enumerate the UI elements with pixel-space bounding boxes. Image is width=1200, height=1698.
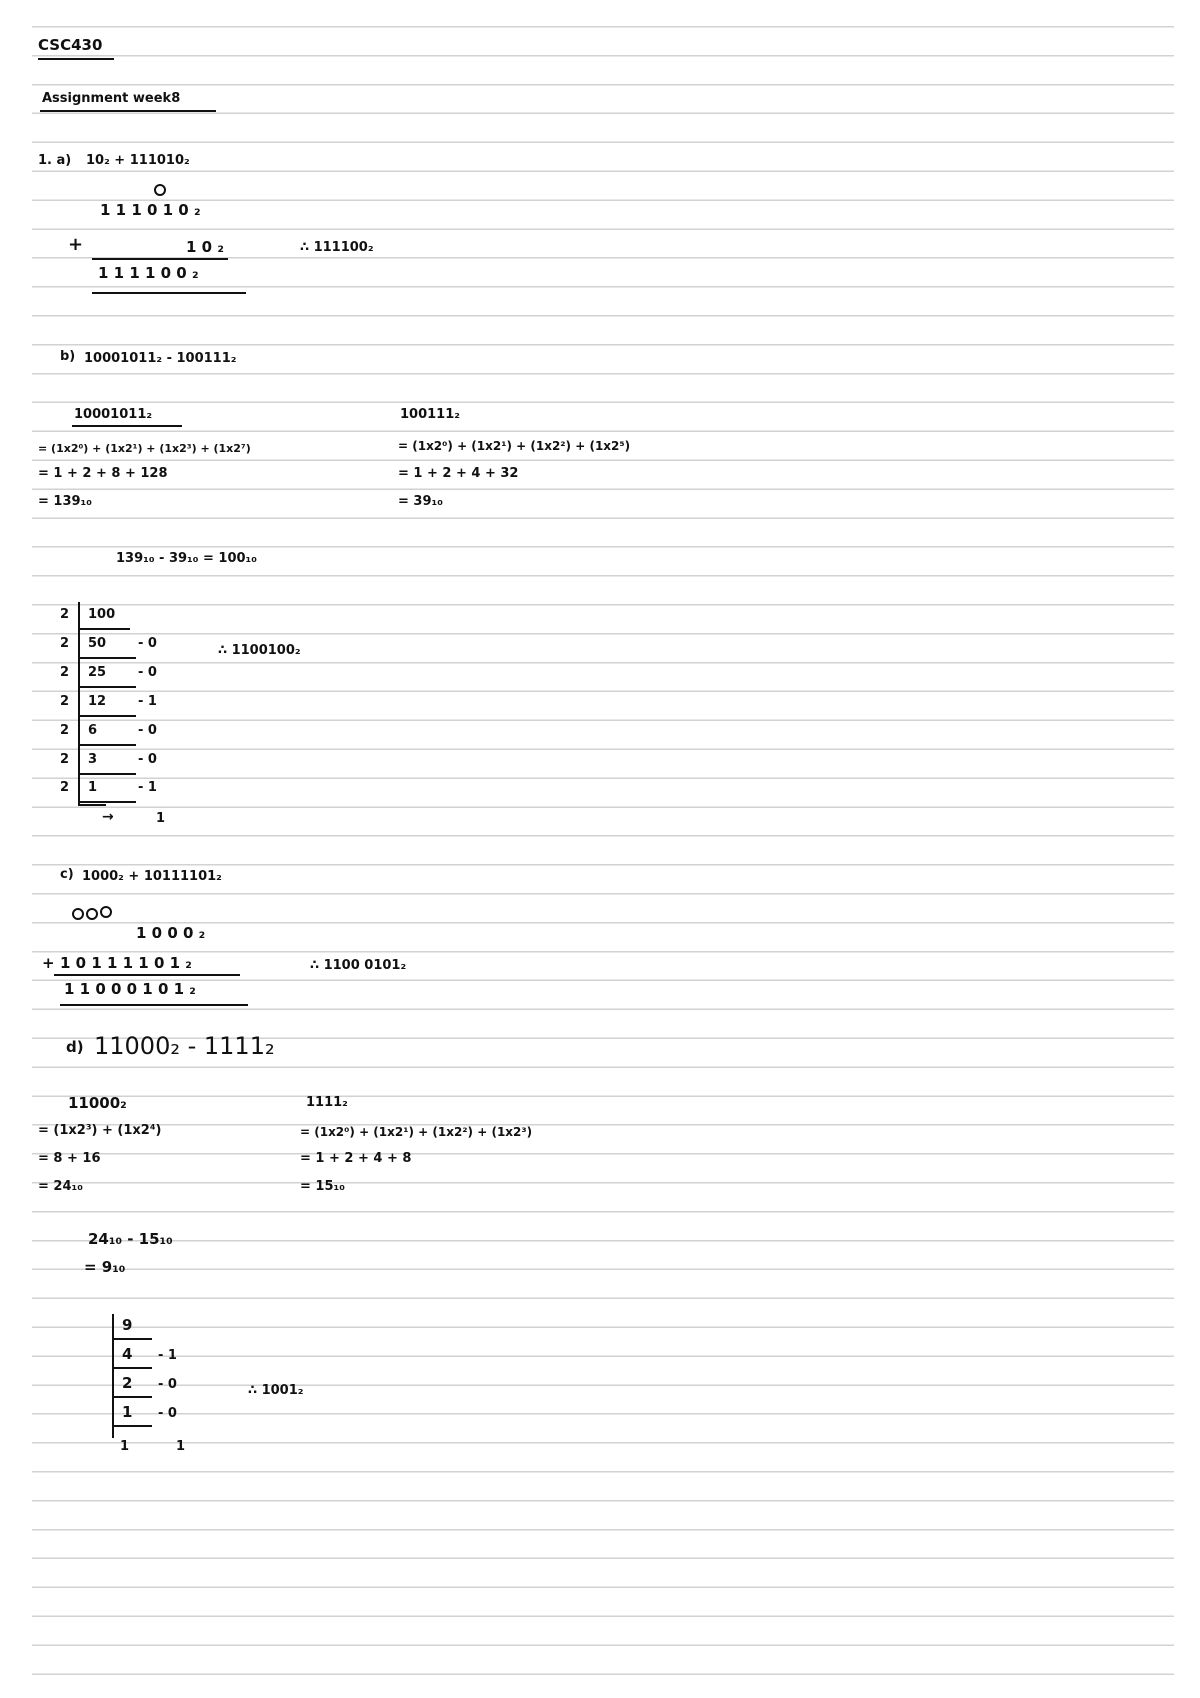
remainder: - 0 [138, 751, 157, 767]
quotient: 12 [88, 693, 107, 709]
q1b-last-remainder: 1 [156, 811, 166, 826]
q1b-label: b) [60, 349, 76, 364]
q1b-left-expansion: = (1x2⁰) + (1x2¹) + (1x2³) + (1x2⁷) [38, 442, 251, 455]
q1c-sum-line [54, 974, 240, 976]
q1d-left-title: 11000₂ [68, 1094, 127, 1112]
quotient: 3 [88, 751, 98, 767]
q1d-left-result: = 24₁₀ [38, 1179, 83, 1194]
divisor: 2 [60, 722, 70, 738]
remainder: - 0 [138, 722, 157, 738]
carry-mark [154, 184, 166, 196]
q1d-right-sum: = 1 + 2 + 4 + 8 [300, 1151, 412, 1166]
q1d-question: 11000₂ - 1111₂ [94, 1032, 275, 1060]
division-line [114, 1425, 152, 1427]
course-underline [38, 58, 114, 60]
divisor: 2 [60, 751, 70, 767]
q1d-left-expansion: = (1x2³) + (1x2⁴) [38, 1123, 162, 1138]
q1a-addend: 1 0 ₂ [186, 238, 224, 256]
q1c-label: c) [60, 867, 74, 882]
q1b-right-expansion: = (1x2⁰) + (1x2¹) + (1x2²) + (1x2⁵) [398, 439, 631, 453]
q1d-last-quotient: 1 [120, 1439, 130, 1454]
division-line [80, 657, 136, 659]
remainder: - 1 [158, 1347, 177, 1363]
q1a-top-operand: 1 1 1 0 1 0 ₂ [100, 201, 201, 219]
division-line [80, 686, 136, 688]
remainder: - 0 [138, 664, 157, 680]
q1d-answer: ∴ 1001₂ [248, 1383, 304, 1398]
division-line [114, 1396, 152, 1398]
divisor: 2 [60, 693, 70, 709]
quotient: 100 [88, 607, 116, 622]
q1d-left-sum: = 8 + 16 [38, 1151, 101, 1166]
remainder: - 1 [138, 693, 157, 709]
q1d-right-expansion: = (1x2⁰) + (1x2¹) + (1x2²) + (1x2³) [300, 1125, 533, 1139]
q1c-answer: ∴ 1100 0101₂ [310, 958, 407, 973]
q1c-result-underline [60, 1004, 248, 1006]
q1a-question: 10₂ + 111010₂ [86, 153, 190, 168]
division-line [80, 628, 130, 630]
quotient: 2 [122, 1373, 133, 1392]
assignment-title: Assignment week8 [42, 91, 181, 106]
quotient: 25 [88, 664, 107, 680]
q1a-result-underline [92, 292, 246, 294]
q1b-left-result: = 139₁₀ [38, 494, 92, 509]
q1b-right-sum: = 1 + 2 + 4 + 32 [398, 466, 519, 481]
quotient: 9 [122, 1316, 133, 1334]
division-line [114, 1338, 152, 1340]
quotient: 1 [122, 1402, 133, 1421]
q1c-plus-sign: + [42, 954, 55, 972]
q1a-result: 1 1 1 1 0 0 ₂ [98, 264, 199, 282]
q1b-left-sum: = 1 + 2 + 8 + 128 [38, 466, 168, 481]
quotient: 6 [88, 722, 98, 738]
q1b-arrow-icon: → [102, 809, 114, 825]
divisor: 2 [60, 780, 70, 796]
remainder: - 1 [138, 780, 157, 796]
q1d-division-bracket [112, 1314, 114, 1438]
quotient: 1 [88, 780, 98, 796]
quotient: 4 [122, 1344, 133, 1363]
division-line [114, 1367, 152, 1369]
q1c-addend: 1 0 1 1 1 1 0 1 ₂ [60, 954, 192, 972]
q1b-difference: 139₁₀ - 39₁₀ = 100₁₀ [116, 551, 257, 566]
q1c-result: 1 1 0 0 0 1 0 1 ₂ [64, 980, 196, 998]
carry-mark [72, 908, 84, 920]
remainder: - 0 [158, 1376, 177, 1392]
divisor: 2 [60, 635, 70, 651]
q1d-right-title: 1111₂ [306, 1095, 348, 1110]
q1d-difference: 24₁₀ - 15₁₀ [88, 1230, 173, 1248]
q1b-answer: ∴ 1100100₂ [218, 643, 301, 658]
q1d-last-remainder: 1 [176, 1439, 186, 1454]
q1a-label: 1. a) [38, 153, 72, 168]
remainder: - 0 [158, 1405, 177, 1421]
q1b-question: 10001011₂ - 100111₂ [84, 351, 237, 366]
q1a-sum-line [92, 258, 228, 260]
q1b-division-bottom [78, 804, 106, 806]
division-line [80, 773, 136, 775]
carry-mark [86, 908, 98, 920]
remainder: - 0 [138, 635, 157, 651]
quotient: 50 [88, 635, 107, 651]
division-line [80, 744, 136, 746]
q1c-top-operand: 1 0 0 0 ₂ [136, 924, 206, 942]
q1b-right-result: = 39₁₀ [398, 494, 443, 509]
q1d-right-result: = 15₁₀ [300, 1179, 345, 1194]
q1a-answer: ∴ 111100₂ [300, 240, 374, 255]
assignment-underline [40, 110, 216, 112]
q1b-left-title: 10001011₂ [74, 407, 153, 422]
q1b-division-bracket [78, 602, 80, 806]
course-code: CSC430 [38, 36, 103, 54]
q1c-question: 1000₂ + 10111101₂ [82, 869, 222, 884]
q1a-plus-sign: + [68, 234, 84, 255]
q1d-label: d) [66, 1038, 84, 1056]
divisor: 2 [60, 664, 70, 680]
carry-mark [100, 906, 112, 918]
division-line [80, 715, 136, 717]
q1b-left-title-underline [72, 425, 182, 427]
q1b-right-title: 100111₂ [400, 407, 460, 422]
q1d-difference-result: = 9₁₀ [84, 1258, 126, 1276]
divisor: 2 [60, 607, 70, 622]
